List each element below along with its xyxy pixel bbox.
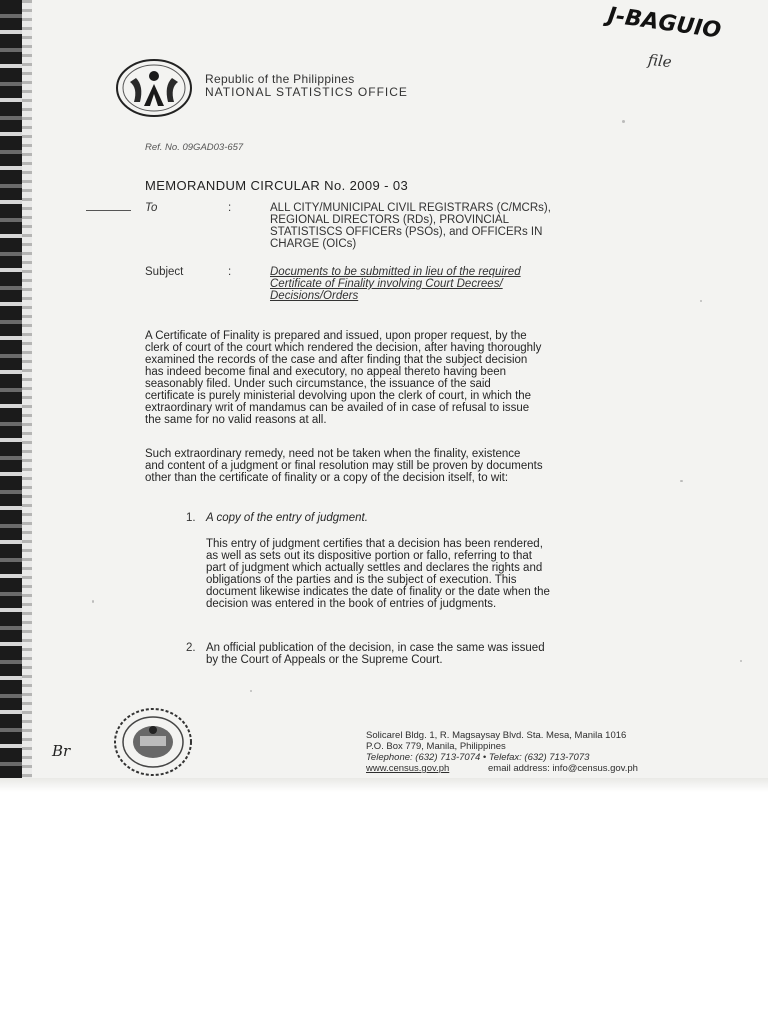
to-line: REGIONAL DIRECTORS (RDs), PROVINCIAL xyxy=(270,214,509,226)
paragraph-line: seasonably filed. Under such circumstance, the issuance of the said xyxy=(145,378,491,390)
to-colon: : xyxy=(228,202,232,214)
item-body xyxy=(206,538,624,610)
handwritten-file-note: file xyxy=(647,50,673,72)
reference-number: Ref. No. 09GAD03-657 xyxy=(145,142,244,153)
item-body-line: document likewise indicates the date of finality or the date when the xyxy=(206,586,550,598)
nso-logo-icon xyxy=(114,56,194,118)
paragraph-line: A Certificate of Finality is prepared and issued, upon proper request, by the xyxy=(145,330,527,342)
item-title-line: An official publication of the decision, in case the same was issued xyxy=(206,642,545,654)
scan-speck xyxy=(250,690,252,692)
handwritten-initials: Br xyxy=(52,742,71,760)
scan-speck xyxy=(92,600,94,603)
item-body-line: obligations of the parties and is the subject of execution. This xyxy=(206,574,517,586)
item-number: 2. xyxy=(186,642,196,654)
paragraph-line: other than the certificate of finality or a copy of the decision itself, to wit: xyxy=(145,472,509,484)
header-republic: Republic of the Philippines xyxy=(205,72,355,86)
scan-bottom-edge xyxy=(0,778,768,792)
scan-speck xyxy=(622,120,625,123)
item-body-line: This entry of judgment certifies that a decision has been rendered, xyxy=(206,538,543,550)
binding-edge xyxy=(0,0,22,790)
paragraph-line: the same for no valid reasons at all. xyxy=(145,414,327,426)
margin-dash xyxy=(86,210,131,211)
paragraph-line: extraordinary writ of mandamus can be availed of in case of refusal to issue xyxy=(145,402,530,414)
footer-po-box: P.O. Box 779, Manila, Philippines xyxy=(366,741,506,752)
subject-line: Decisions/Orders xyxy=(270,290,359,302)
subject-line: Documents to be submitted in lieu of the required xyxy=(270,266,521,278)
scan-speck xyxy=(740,660,742,662)
paragraph-line: certificate is purely ministerial devolving upon the clerk of court, in which the xyxy=(145,390,532,402)
scan-speck xyxy=(680,480,683,482)
item-body-line: as well as sets out its dispositive portion or fallo, referring to that xyxy=(206,550,532,562)
subject-label: Subject xyxy=(145,266,184,278)
paragraph-extraordinary-remedy xyxy=(145,448,623,484)
header-office: NATIONAL STATISTICS OFFICE xyxy=(205,85,408,99)
subject-line: Certificate of Finality involving Court Decrees/ xyxy=(270,278,503,290)
footer-email: email address: info@census.gov.ph xyxy=(488,763,638,774)
to-recipients xyxy=(270,202,551,250)
item-body-line: part of judgment which actually settles and declares the rights and xyxy=(206,562,543,574)
memo-title: MEMORANDUM CIRCULAR No. 2009 - 03 xyxy=(145,178,409,193)
footer-telephone: Telephone: (632) 713-7074 • Telefax: (632) 713-7073 xyxy=(366,752,590,763)
binding-shadow xyxy=(22,0,32,790)
item-title-line: by the Court of Appeals or the Supreme Court. xyxy=(206,654,443,666)
handwritten-stamp: J-BAGUIO xyxy=(606,3,723,44)
to-line: CHARGE (OICs) xyxy=(270,238,357,250)
item-title xyxy=(206,642,624,666)
footer-website-link[interactable]: www.census.gov.ph xyxy=(366,763,450,774)
paragraph-certificate-of-finality xyxy=(145,330,623,426)
item-number: 1. xyxy=(186,512,196,524)
paragraph-line: has indeed become final and executory, no appeal thereto having been xyxy=(145,366,507,378)
footer-address: Solicarel Bldg. 1, R. Magsaysay Blvd. Sta. Mesa, Manila 1016 xyxy=(366,730,627,741)
paragraph-line: Such extraordinary remedy, need not be taken when the finality, existence xyxy=(145,448,521,460)
paragraph-line: examined the records of the case and after finding that the subject decision xyxy=(145,354,528,366)
subject-text xyxy=(270,266,521,302)
item-title: A copy of the entry of judgment. xyxy=(206,512,368,524)
to-line: STATISTISCS OFFICERs (PSOs), and OFFICERs IN xyxy=(270,226,543,238)
subject-colon: : xyxy=(228,266,232,278)
paragraph-line: clerk of court of the court which rendered the decision, after having thoroughly xyxy=(145,342,542,354)
paragraph-line: and content of a judgment or final resolution may still be proven by documents xyxy=(145,460,543,472)
scan-speck xyxy=(700,300,702,302)
to-label: To xyxy=(145,202,158,214)
to-line: ALL CITY/MUNICIPAL CIVIL REGISTRARS (C/MCRs), xyxy=(270,202,551,214)
nso-seal-icon xyxy=(112,706,194,778)
item-body-line: decision was entered in the book of entries of judgments. xyxy=(206,598,497,610)
